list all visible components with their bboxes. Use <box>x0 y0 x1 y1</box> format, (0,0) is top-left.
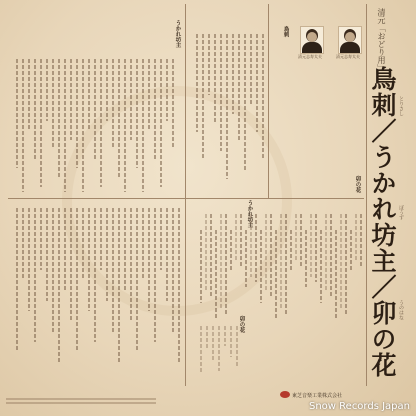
section-heading-ukare-small: うかれ坊主 <box>174 20 181 48</box>
lyric-column <box>172 59 174 149</box>
lyric-column <box>40 59 42 187</box>
lyric-column <box>136 59 138 168</box>
lyric-column <box>270 214 272 298</box>
lyric-column <box>295 214 297 261</box>
lyric-column <box>240 214 242 266</box>
section-heading-unohana: 卯の花 <box>354 176 361 193</box>
lyric-column <box>285 214 287 314</box>
lyric-column <box>196 34 198 132</box>
lyric-column <box>330 214 332 298</box>
lyric-column <box>160 208 162 270</box>
section-heading-ukare: うかれ坊主 <box>246 200 253 228</box>
lyric-column <box>28 59 30 131</box>
furigana-torisashi: とりさし <box>398 96 404 116</box>
lyric-column <box>262 34 264 160</box>
lyric-column <box>218 326 220 371</box>
lyric-column <box>106 208 108 301</box>
lyric-column <box>22 59 24 192</box>
lyric-column <box>226 34 228 179</box>
furigana-bozu: ぼうず <box>398 205 404 220</box>
lyric-column <box>82 208 84 280</box>
section-heading-torisashi: 鳥刺 <box>282 26 289 37</box>
lyric-column <box>200 230 202 303</box>
lyric-column <box>215 230 217 319</box>
lyric-column <box>124 208 126 291</box>
lyric-column <box>265 214 267 292</box>
lyric-column <box>260 230 262 303</box>
lyric-column <box>88 59 90 131</box>
lyric-column <box>22 208 24 280</box>
lyric-column <box>250 34 252 104</box>
lyric-column <box>310 214 312 277</box>
lyric-column <box>106 59 108 121</box>
lyric-column <box>290 230 292 271</box>
lyric-column <box>142 208 144 280</box>
lyric-column <box>220 34 222 151</box>
lyric-column <box>214 34 216 123</box>
lyric-column <box>280 214 282 308</box>
lyric-column <box>325 214 327 292</box>
album-title: 鳥刺／うかれ坊主／卯の花 <box>368 66 397 378</box>
title-divider <box>366 4 367 386</box>
lyric-column <box>245 230 247 287</box>
lyric-column <box>256 34 258 132</box>
company-logo <box>280 391 290 398</box>
lyric-column <box>118 208 120 363</box>
lyric-column <box>178 208 180 363</box>
lyric-column <box>64 59 66 192</box>
lyric-column <box>206 326 208 350</box>
lyric-column <box>136 208 138 352</box>
lyric-column <box>82 59 84 192</box>
lyric-column <box>208 34 210 95</box>
lyric-column <box>58 59 60 178</box>
lyric-column <box>315 214 317 282</box>
lyric-column <box>275 230 277 319</box>
lyric-column <box>70 59 72 140</box>
lyric-column <box>200 326 202 374</box>
lyric-column <box>212 326 214 360</box>
company-name: 東芝音楽工業株式会社 <box>292 393 343 399</box>
lyric-column <box>58 208 60 363</box>
lyric-column <box>112 208 114 332</box>
lyric-column <box>130 208 132 322</box>
portrait-column-divider <box>268 4 269 198</box>
furigana-unohana: うのはな <box>398 300 404 320</box>
lyric-column <box>100 208 102 270</box>
lyric-column <box>52 59 54 149</box>
lyric-column <box>64 208 66 291</box>
portrait-photo <box>338 26 362 54</box>
lyric-column <box>124 59 126 192</box>
series-label: 清元「おどり用」 <box>377 8 386 72</box>
portrait-caption: 清元志寿太夫 <box>336 54 360 59</box>
lyric-column <box>305 230 307 287</box>
lyric-column <box>210 214 212 298</box>
lyric-column <box>335 230 337 319</box>
lyric-column <box>154 59 156 159</box>
lyric-column <box>46 59 48 121</box>
lyric-column <box>70 208 72 322</box>
portrait-photo <box>300 26 324 54</box>
lyric-column <box>118 59 120 178</box>
lyric-column <box>130 59 132 140</box>
lyric-column <box>76 208 78 352</box>
watermark-text: Snow Records Japan <box>309 401 410 412</box>
center-divider <box>185 4 186 386</box>
lyric-column <box>202 34 204 160</box>
lyric-column <box>160 59 162 187</box>
lyric-column <box>52 208 54 332</box>
lyric-column <box>350 230 352 271</box>
lyric-column <box>16 208 18 352</box>
lyric-column <box>46 208 48 301</box>
lyric-column <box>340 214 342 308</box>
lyric-column <box>34 208 36 342</box>
lyric-column <box>148 59 150 131</box>
lyric-column <box>360 214 362 266</box>
lyric-column <box>154 208 156 342</box>
lyric-column <box>16 59 18 168</box>
lyric-column <box>235 214 237 261</box>
lyric-column <box>100 59 102 187</box>
lyric-column <box>238 34 240 142</box>
lyric-column <box>220 214 222 308</box>
lyric-column <box>166 59 168 121</box>
lyric-column <box>244 34 246 170</box>
lyric-column <box>320 230 322 303</box>
lyric-column <box>166 208 168 301</box>
lyric-column <box>28 208 30 311</box>
lyric-column <box>230 326 232 357</box>
lyric-column <box>225 214 227 314</box>
lyric-column <box>232 34 234 114</box>
lyric-column <box>34 59 36 159</box>
lyric-column <box>345 214 347 314</box>
lyric-column <box>112 59 114 149</box>
lyric-column <box>300 214 302 266</box>
lyric-column <box>205 214 207 292</box>
footer-note-block <box>6 398 156 404</box>
portrait-caption: 清元志寿太夫 <box>298 54 322 59</box>
lyric-column <box>76 59 78 168</box>
lyric-column <box>40 208 42 270</box>
lyric-column <box>88 208 90 311</box>
lyric-column <box>148 208 150 311</box>
lyric-column <box>94 59 96 159</box>
horizontal-divider <box>8 198 364 199</box>
lyric-column <box>172 208 174 332</box>
lyric-column <box>224 326 226 346</box>
lyric-column <box>250 214 252 277</box>
section-heading-unohana-small: 卯の花 <box>238 316 245 333</box>
lyric-column <box>142 59 144 192</box>
lyric-column <box>355 214 357 261</box>
lyric-column <box>236 326 238 367</box>
lyric-column <box>230 230 232 271</box>
lyric-column <box>94 208 96 342</box>
lyric-column <box>255 214 257 282</box>
